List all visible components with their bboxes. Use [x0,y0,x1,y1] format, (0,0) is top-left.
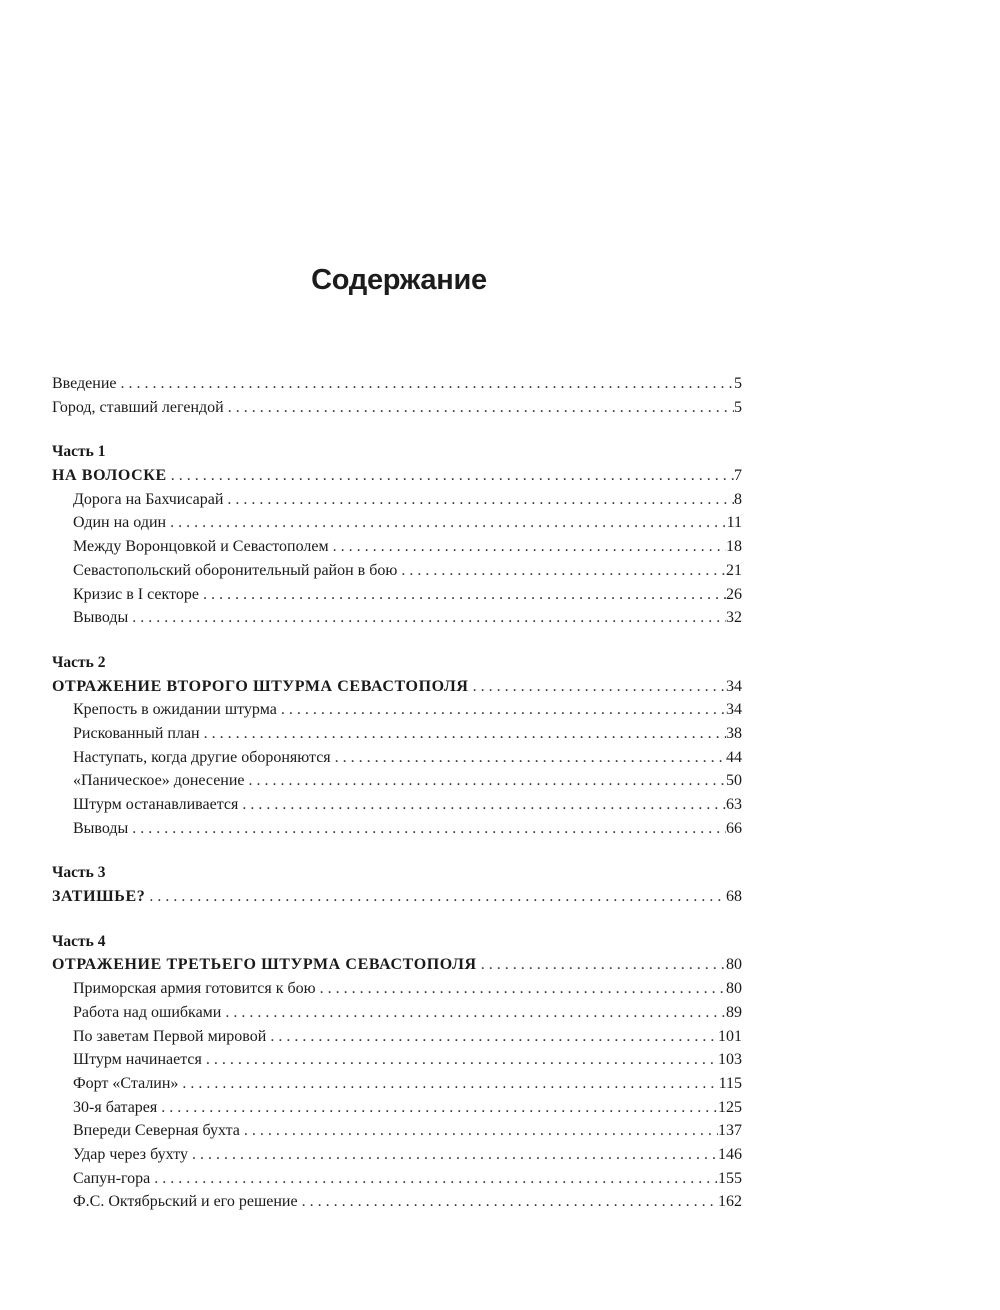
toc-entry-page: 125 [718,1098,742,1116]
toc-entry[interactable] [52,722,742,746]
toc-entry[interactable] [52,559,742,583]
leader-dots [203,583,726,607]
leader-dots [206,1048,718,1072]
toc-entry[interactable] [52,1001,742,1025]
toc-entry-page: 38 [726,724,742,742]
toc-entry-title: Впереди Северная бухта [73,1122,240,1140]
toc-entry-page: 63 [726,796,742,813]
leader-dots [132,817,726,841]
toc-entry[interactable] [52,606,742,630]
leader-dots [149,885,726,909]
leader-dots [228,396,734,420]
toc-entry-title: Дорога на Бахчисарай [73,490,224,508]
toc-entry-page: 11 [726,514,742,532]
toc-entry-title: Наступать, когда другие обороняются [73,748,331,766]
toc-entry[interactable] [52,1072,742,1096]
toc-entry-page: 89 [726,1003,742,1021]
leader-dots [481,953,726,977]
toc-entry-page: 5 [734,398,742,416]
leader-dots [242,793,726,817]
leader-dots [182,1072,718,1096]
leader-dots [192,1143,718,1167]
part-heading-title: ОТРАЖЕНИЕ ТРЕТЬЕГО ШТУРМА СЕВАСТОПОЛЯ [52,956,477,974]
toc-entry-title: Выводы [73,609,129,627]
toc-entry-title: Выводы [73,819,129,837]
toc-entry[interactable] [52,1143,742,1167]
toc-entry[interactable] [52,746,742,770]
part-heading-title: ЗАТИШЬЕ? [52,888,146,906]
part-heading[interactable] [52,885,742,909]
toc-entry-page: 5 [734,375,742,392]
toc-entry-title: Форт «Сталин» [73,1074,179,1092]
toc-entry[interactable] [52,1048,742,1072]
toc-entry[interactable] [52,769,742,793]
toc-entry-title: Штурм останавливается [73,796,239,813]
toc-entry-intro[interactable] [52,372,742,396]
page-title: Содержание [311,264,487,297]
part-label: Часть 4 [52,932,106,950]
toc-entry[interactable] [52,817,742,841]
toc-entry-page: 103 [718,1051,742,1069]
toc-entry-title: Работа над ошибками [73,1003,222,1021]
leader-dots [132,606,726,630]
toc-entry-page: 146 [718,1145,742,1163]
toc-entry-page: 101 [718,1027,742,1045]
table-of-contents [52,372,742,1214]
leader-dots [320,977,726,1001]
toc-entry[interactable] [52,1096,742,1120]
toc-entry-title: Крепость в ожидании штурма [73,701,277,719]
toc-entry[interactable] [52,1119,742,1143]
part-heading-title: ОТРАЖЕНИЕ ВТОРОГО ШТУРМА СЕВАСТОПОЛЯ [52,677,469,695]
toc-entry-page: 21 [726,561,742,579]
toc-entry[interactable] [52,535,742,559]
part-heading[interactable] [52,953,742,977]
toc-entry-title: Рискованный план [73,724,200,742]
toc-entry[interactable] [52,1190,742,1214]
leader-dots [333,535,726,559]
toc-entry-page: 68 [726,888,742,906]
leader-dots [121,372,735,396]
part-heading[interactable] [52,675,742,699]
toc-entry-title: Сапун-гора [73,1169,151,1187]
toc-entry-title: Один на один [73,514,167,532]
toc-entry[interactable] [52,511,742,535]
toc-entry-page: 66 [726,819,742,837]
leader-dots [170,511,727,535]
toc-entry-page: 18 [726,538,742,556]
toc-entry-page: 44 [726,748,742,766]
toc-entry-page: 32 [726,609,742,627]
toc-entry[interactable] [52,793,742,817]
leader-dots [302,1190,718,1214]
toc-entry-title: По заветам Первой мировой [73,1027,267,1045]
toc-entry-title: Севастопольский оборонительный район в бою [73,561,398,579]
part-heading-title: НА ВОЛОСКЕ [52,467,167,485]
leader-dots [227,488,734,512]
toc-entry-legend-city[interactable] [52,396,742,420]
toc-entry-title: 30-я батарея [73,1098,158,1116]
toc-entry-page: 34 [726,701,742,719]
part-label: Часть 2 [52,653,106,671]
toc-entry-title: Город, ставший легендой [52,398,224,416]
toc-entry-page: 26 [726,585,742,603]
toc-entry[interactable] [52,698,742,722]
toc-entry-page: 137 [718,1122,742,1140]
toc-entry[interactable] [52,1167,742,1191]
part-label: Часть 1 [52,443,106,461]
leader-dots [281,698,726,722]
toc-entry-page: 155 [718,1169,742,1187]
toc-entry[interactable] [52,1025,742,1049]
toc-entry-title: Приморская армия готовится к бою [73,980,316,998]
part-heading[interactable] [52,464,742,488]
toc-entry-page: 34 [726,677,742,695]
toc-entry[interactable] [52,583,742,607]
toc-entry[interactable] [52,977,742,1001]
leader-dots [249,769,726,793]
leader-dots [154,1167,718,1191]
leader-dots [401,559,726,583]
leader-dots [473,675,726,699]
toc-entry-title: Между Воронцовкой и Севастополем [73,538,329,556]
toc-entry-title: Штурм начинается [73,1051,202,1069]
toc-entry[interactable] [52,488,742,512]
leader-dots [161,1096,718,1120]
toc-entry-title: Введение [52,375,117,392]
toc-entry-title: Удар через бухту [73,1145,189,1163]
toc-entry-page: 162 [718,1193,742,1211]
toc-entry-title: «Паническое» донесение [73,772,245,790]
toc-entry-page: 50 [726,772,742,790]
leader-dots [335,746,726,770]
leader-dots [270,1025,718,1049]
toc-entry-title: Ф.С. Октябрьский и его решение [73,1193,298,1211]
toc-entry-page: 80 [726,980,742,998]
leader-dots [225,1001,726,1025]
toc-entry-page: 115 [718,1074,742,1092]
toc-entry-title: Кризис в I секторе [73,585,199,603]
toc-entry-page: 80 [726,956,742,974]
toc-entry-page: 8 [734,490,742,508]
leader-dots [204,722,726,746]
part-label: Часть 3 [52,864,106,882]
toc-entry-page: 7 [734,467,742,485]
leader-dots [171,464,734,488]
leader-dots [244,1119,718,1143]
